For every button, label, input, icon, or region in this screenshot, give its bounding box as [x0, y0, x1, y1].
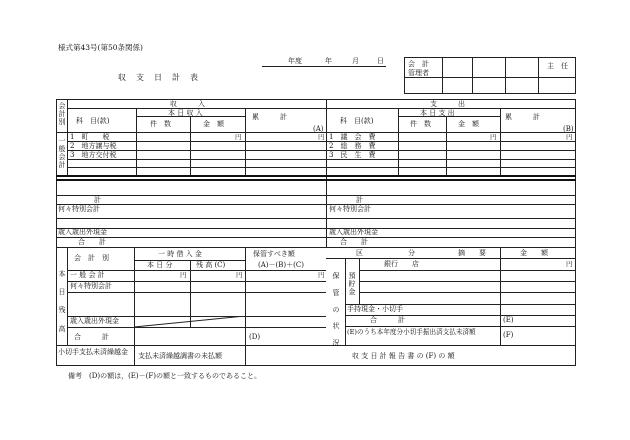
expense-kingaku: 金 額: [458, 120, 479, 128]
mark-b: (B): [563, 125, 574, 133]
income-header: 収 入: [170, 100, 205, 108]
expense-kamoku: 科 目(款): [340, 117, 374, 125]
income-ruikei: 累 計: [252, 113, 287, 121]
br-e-mark: (E): [503, 316, 514, 324]
br-ginko: 銀行 店: [384, 260, 419, 268]
expense-outside-budget: 歳入歳出外現金: [329, 228, 378, 236]
footer-left-label: 小切手支払未済繰越金: [58, 348, 128, 356]
income-item-3: 3 地方交付税: [70, 151, 117, 159]
kaikei-betsu-header: 会計別: [58, 102, 66, 127]
date-month: 月: [352, 57, 359, 65]
yen-1: 円: [235, 133, 242, 141]
br-yen: 円: [566, 260, 573, 268]
expense-kensu: 件 数: [410, 120, 431, 128]
date-year: 年: [325, 57, 332, 65]
page-title: 収 支 日 計 表: [118, 73, 199, 82]
yen-2: 円: [318, 133, 325, 141]
expense-item-3: 3 民 生 費: [329, 151, 376, 159]
expense-total: 合 計: [340, 238, 368, 246]
form-number: 様式第43号(第50条関係): [58, 43, 143, 52]
income-item-2: 2 地方譲与税: [70, 142, 117, 150]
honjitsu-zandaka-label: 本日残高: [58, 270, 66, 333]
income-total: 合 計: [78, 238, 106, 246]
br-hokan-jokyo: 保管の状況: [332, 272, 340, 348]
mark-a: (A): [313, 125, 324, 133]
expense-other-account: 何々特別会計: [329, 205, 371, 213]
footer-right: 収 支 日 計 報 告 書 の (F) の 額: [352, 352, 455, 360]
expense-subtotal: 計: [356, 196, 363, 204]
income-subtotal: 計: [94, 196, 101, 204]
date-day: 日: [377, 57, 384, 65]
bl-zandaka-c: 残 高 (C): [196, 261, 226, 269]
date-era: 年度: [288, 57, 302, 65]
br-ku: 区: [356, 249, 363, 257]
note: 備考 (D)の額は，(E)－(F)の額と一致するものであること。: [68, 372, 261, 380]
bl-hokan: 保管すべき額: [253, 250, 295, 258]
income-outside-budget: 歳入歳出外現金: [58, 228, 107, 236]
expense-ruikei: 累 計: [505, 113, 540, 121]
bl-row-1: 一 般 会 計: [70, 271, 105, 279]
bl-total: 合 計: [74, 333, 109, 341]
income-kensu: 件 数: [150, 120, 171, 128]
income-kamoku: 科 目(款): [76, 117, 110, 125]
br-e-note: (E)のうち本年度分小切手振出済支払未済額: [347, 328, 476, 336]
bl-row-2: 何々特別会計: [70, 282, 112, 290]
bl-honjitsu-bun: 本 日 分: [147, 261, 173, 269]
income-honjitsu: 本 日 収 入: [168, 109, 203, 117]
general-account-label: 一般会計: [58, 137, 66, 170]
bl-row-4: 歳入歳出外現金: [70, 317, 119, 325]
yen-3: 円: [490, 133, 497, 141]
diagonal-slash: [134, 316, 245, 327]
bl-yen-2: 円: [236, 271, 243, 279]
expense-item-2: 2 総 務 費: [329, 142, 376, 150]
bl-yen-1: 円: [180, 271, 187, 279]
footer-left-value: 支払未済繰越調書の未払額: [138, 352, 222, 360]
expense-header: 支 出: [430, 100, 465, 108]
bl-yen-3: 円: [318, 271, 325, 279]
br-kingaku: 金 額: [520, 249, 548, 257]
br-tekiyo: 摘 要: [458, 249, 486, 257]
income-item-1: 1 町 税: [70, 133, 110, 141]
expense-honjitsu: 本 日 支 出: [420, 109, 455, 117]
br-total: 合 計: [370, 316, 405, 324]
bl-d-mark: (D): [249, 333, 261, 341]
income-other-account: 何々特別会計: [58, 205, 100, 213]
accountant-label: 会 計 管理者: [408, 60, 429, 78]
chief-label: 主 任: [547, 62, 568, 70]
br-f-mark: (F): [503, 331, 514, 339]
br-yokin: 預貯金: [348, 272, 356, 297]
expense-item-1: 1 議 会 費: [329, 133, 376, 141]
income-kingaku: 金 額: [203, 120, 224, 128]
br-tegata: 手持現金・小切手: [347, 305, 403, 313]
yen-4: 円: [566, 133, 573, 141]
bl-ichiji: 一 時 借 入 金: [158, 250, 202, 258]
br-bun: 分: [408, 249, 415, 257]
bl-kaikei-betsu: 会 計 別: [74, 254, 109, 262]
bl-formula: (A)－(B)＋(C): [258, 261, 304, 269]
